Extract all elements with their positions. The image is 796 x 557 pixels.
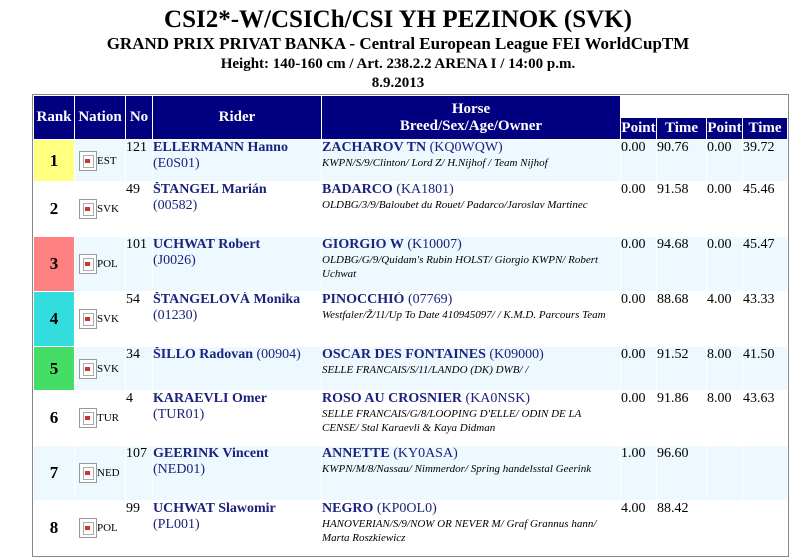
nation-cell	[75, 501, 125, 555]
horse-code: (07769)	[407, 292, 453, 307]
col-group-2	[707, 96, 787, 117]
table-row	[34, 292, 787, 346]
competition-subtitle: GRAND PRIX PRIVAT BANKA - Central European League FEI WorldCupTM	[106, 34, 690, 53]
col-rider: Rider	[153, 96, 321, 139]
time-1: 96.60	[657, 446, 706, 500]
nation-cell	[75, 446, 125, 500]
horse-cell	[322, 347, 620, 390]
horse-code: (KP0OL0)	[376, 501, 437, 516]
horse-code: (K09000)	[489, 347, 544, 362]
horse-cell	[322, 391, 620, 445]
horse-name[interactable]: OSCAR DES FONTAINES	[322, 347, 486, 362]
rider-name[interactable]: ŠILLO Radovan	[153, 347, 253, 362]
rank-cell: 3	[34, 237, 74, 291]
horse-info: OLDBG/G/9/Quidam's Rubin HOLST/ Giorgio KWPN/ Robert Uchwat	[322, 254, 599, 280]
horse-name[interactable]: BADARCO	[322, 182, 393, 197]
table-row	[34, 140, 787, 181]
time-2: 41.50	[743, 347, 787, 390]
horse-code: (KA0NSK)	[465, 391, 531, 406]
rider-name[interactable]: GEERINK Vincent	[153, 446, 269, 461]
rank-cell: 1	[34, 140, 74, 181]
horse-info: Westfaler/Ž/11/Up To Date 410945097/ / K.M.D. Parcours Team	[322, 309, 606, 321]
horse-code: (KY0ASA)	[393, 446, 458, 461]
start-number: 101	[126, 237, 152, 291]
horse-info: SELLE FRANCAIS/G/8/LOOPING D'ELLE/ ODIN DE LA CENSE/ Stal Karaevli & Kaya Didman	[322, 408, 582, 434]
point-1: 0.00	[621, 140, 656, 181]
point-1: 0.00	[621, 182, 656, 236]
time-2: 39.72	[743, 140, 787, 181]
nation-code: EST	[97, 154, 117, 167]
time-2	[743, 501, 787, 555]
rider-name[interactable]: ŠTANGEL Marián	[153, 182, 267, 197]
rider-name[interactable]: KARAEVLI Omer	[153, 391, 267, 406]
rider-id: (01230)	[153, 308, 198, 323]
nation-cell	[75, 237, 125, 291]
point-2: 0.00	[707, 182, 742, 236]
start-number: 107	[126, 446, 152, 500]
nation-cell	[75, 391, 125, 445]
flag-icon	[79, 199, 97, 219]
competition-date: 8.9.2013	[371, 75, 425, 91]
start-number: 121	[126, 140, 152, 181]
col-point-1: Point	[621, 118, 656, 139]
rider-id: (PL001)	[153, 517, 200, 532]
horse-code: (K10007)	[407, 237, 462, 252]
start-number: 54	[126, 292, 152, 346]
flag-icon	[79, 463, 97, 483]
horse-cell	[322, 237, 620, 291]
point-1: 0.00	[621, 292, 656, 346]
rider-cell	[153, 347, 321, 390]
rider-id: (00904)	[256, 347, 301, 362]
horse-code: (KA1801)	[396, 182, 454, 197]
nation-code: POL	[97, 258, 118, 270]
point-1: 0.00	[621, 391, 656, 445]
horse-info: HANOVERIAN/S/9/NOW OR NEVER M/ Graf Grannus hann/ Marta Roszkiewicz	[322, 518, 597, 544]
point-2	[707, 446, 742, 500]
time-2: 43.63	[743, 391, 787, 445]
point-2: 0.00	[707, 140, 742, 181]
col-time-1: Time	[657, 118, 706, 139]
point-2	[707, 501, 742, 555]
nation-code: NED	[97, 467, 120, 479]
rider-name[interactable]: ELLERMANN Hanno	[153, 140, 288, 155]
nation-code: SVK	[97, 362, 120, 375]
rider-name[interactable]: UCHWAT Slawomir	[153, 501, 276, 516]
start-number: 4	[126, 391, 152, 445]
time-1: 88.68	[657, 292, 706, 346]
horse-info: SELLE FRANCAIS/S/11/LANDO (DK) DWB/ /	[322, 364, 529, 376]
col-rank: Rank	[34, 96, 74, 139]
start-number: 99	[126, 501, 152, 555]
nation-code: SVK	[97, 203, 120, 215]
rider-id: (NED01)	[153, 462, 206, 477]
col-horse-line2: Breed/Sex/Age/Owner	[399, 117, 543, 134]
rider-name[interactable]: ŠTANGELOVÁ Monika	[153, 292, 301, 307]
rider-cell	[153, 182, 321, 236]
point-2: 8.00	[707, 391, 742, 445]
results-body	[34, 140, 787, 555]
col-horse	[322, 96, 620, 139]
table-row	[34, 501, 787, 555]
horse-name[interactable]: GIORGIO W	[322, 237, 404, 252]
start-number: 49	[126, 182, 152, 236]
time-2: 43.33	[743, 292, 787, 346]
time-2: 45.46	[743, 182, 787, 236]
horse-cell	[322, 446, 620, 500]
horse-cell	[322, 292, 620, 346]
competition-info: Height: 140-160 cm / Art. 238.2.2 ARENA I / 14:00 p.m.	[220, 56, 576, 72]
rank-cell: 7	[34, 446, 74, 500]
rank-cell: 4	[34, 292, 74, 346]
point-1: 0.00	[621, 347, 656, 390]
rank-cell: 5	[34, 347, 74, 390]
point-1: 0.00	[621, 237, 656, 291]
point-2: 4.00	[707, 292, 742, 346]
nation-code: POL	[97, 522, 118, 534]
rider-cell	[153, 237, 321, 291]
results-header	[0, 0, 796, 92]
nation-cell	[75, 347, 125, 390]
event-title: CSI2*-W/CSICh/CSI YH PEZINOK (SVK)	[164, 6, 632, 33]
flag-icon	[79, 151, 97, 171]
flag-icon	[79, 254, 97, 274]
time-1: 91.52	[657, 347, 706, 390]
nation-code: TUR	[97, 412, 119, 424]
time-2: 45.47	[743, 237, 787, 291]
point-1: 1.00	[621, 446, 656, 500]
horse-name[interactable]: NEGRO	[322, 501, 374, 516]
rank-cell: 8	[34, 501, 74, 555]
col-horse-line1: Horse	[451, 100, 491, 117]
start-number: 34	[126, 347, 152, 390]
rank-cell: 6	[34, 391, 74, 445]
time-1: 91.58	[657, 182, 706, 236]
point-2: 8.00	[707, 347, 742, 390]
flag-icon	[79, 309, 97, 329]
horse-name[interactable]: ZACHAROV TN	[322, 140, 427, 155]
table-row	[34, 391, 787, 445]
flag-icon	[79, 408, 97, 428]
results-table	[32, 94, 789, 557]
horse-info: KWPN/S/9/Clinton/ Lord Z/ H.Nijhof / Team Nijhof	[322, 157, 548, 169]
point-1: 4.00	[621, 501, 656, 555]
horse-cell	[322, 501, 620, 555]
rider-cell	[153, 391, 321, 445]
rider-id: (TUR01)	[153, 407, 205, 422]
rider-cell	[153, 292, 321, 346]
nation-cell	[75, 292, 125, 346]
horse-info: KWPN/M/8/Nassau/ Nimmerdor/ Spring handelsstal Geerink	[322, 463, 592, 475]
point-2: 0.00	[707, 237, 742, 291]
rider-id: (E0S01)	[153, 156, 200, 171]
rider-name[interactable]: UCHWAT Robert	[153, 237, 261, 252]
time-1: 88.42	[657, 501, 706, 555]
nation-code: SVK	[97, 313, 120, 325]
horse-name[interactable]: PINOCCHIÓ	[322, 292, 405, 307]
time-2	[743, 446, 787, 500]
horse-cell	[322, 182, 620, 236]
rider-cell	[153, 140, 321, 181]
col-point-2: Point	[707, 118, 742, 139]
horse-cell	[322, 140, 620, 181]
flag-icon	[79, 359, 97, 379]
rider-id: (J0026)	[153, 253, 196, 268]
time-1: 91.86	[657, 391, 706, 445]
rider-cell	[153, 446, 321, 500]
horse-info: OLDBG/3/9/Baloubet du Rouet/ Padarco/Jaroslav Martinec	[322, 199, 588, 211]
table-row	[34, 237, 787, 291]
table-row	[34, 182, 787, 236]
col-time-2: Time	[743, 118, 787, 139]
time-1: 94.68	[657, 237, 706, 291]
nation-cell	[75, 182, 125, 236]
horse-name[interactable]: ANNETTE	[322, 446, 390, 461]
nation-cell	[75, 140, 125, 181]
table-row	[34, 347, 787, 390]
rider-id: (00582)	[153, 198, 198, 213]
rank-cell: 2	[34, 182, 74, 236]
col-nation: Nation	[75, 96, 125, 139]
col-no: No	[126, 96, 152, 139]
horse-name[interactable]: ROSO AU CROSNIER	[322, 391, 463, 406]
col-group-1	[621, 96, 706, 117]
flag-icon	[79, 518, 97, 538]
time-1: 90.76	[657, 140, 706, 181]
horse-code: (KQ0WQW)	[429, 140, 503, 155]
rider-cell	[153, 501, 321, 555]
table-row	[34, 446, 787, 500]
